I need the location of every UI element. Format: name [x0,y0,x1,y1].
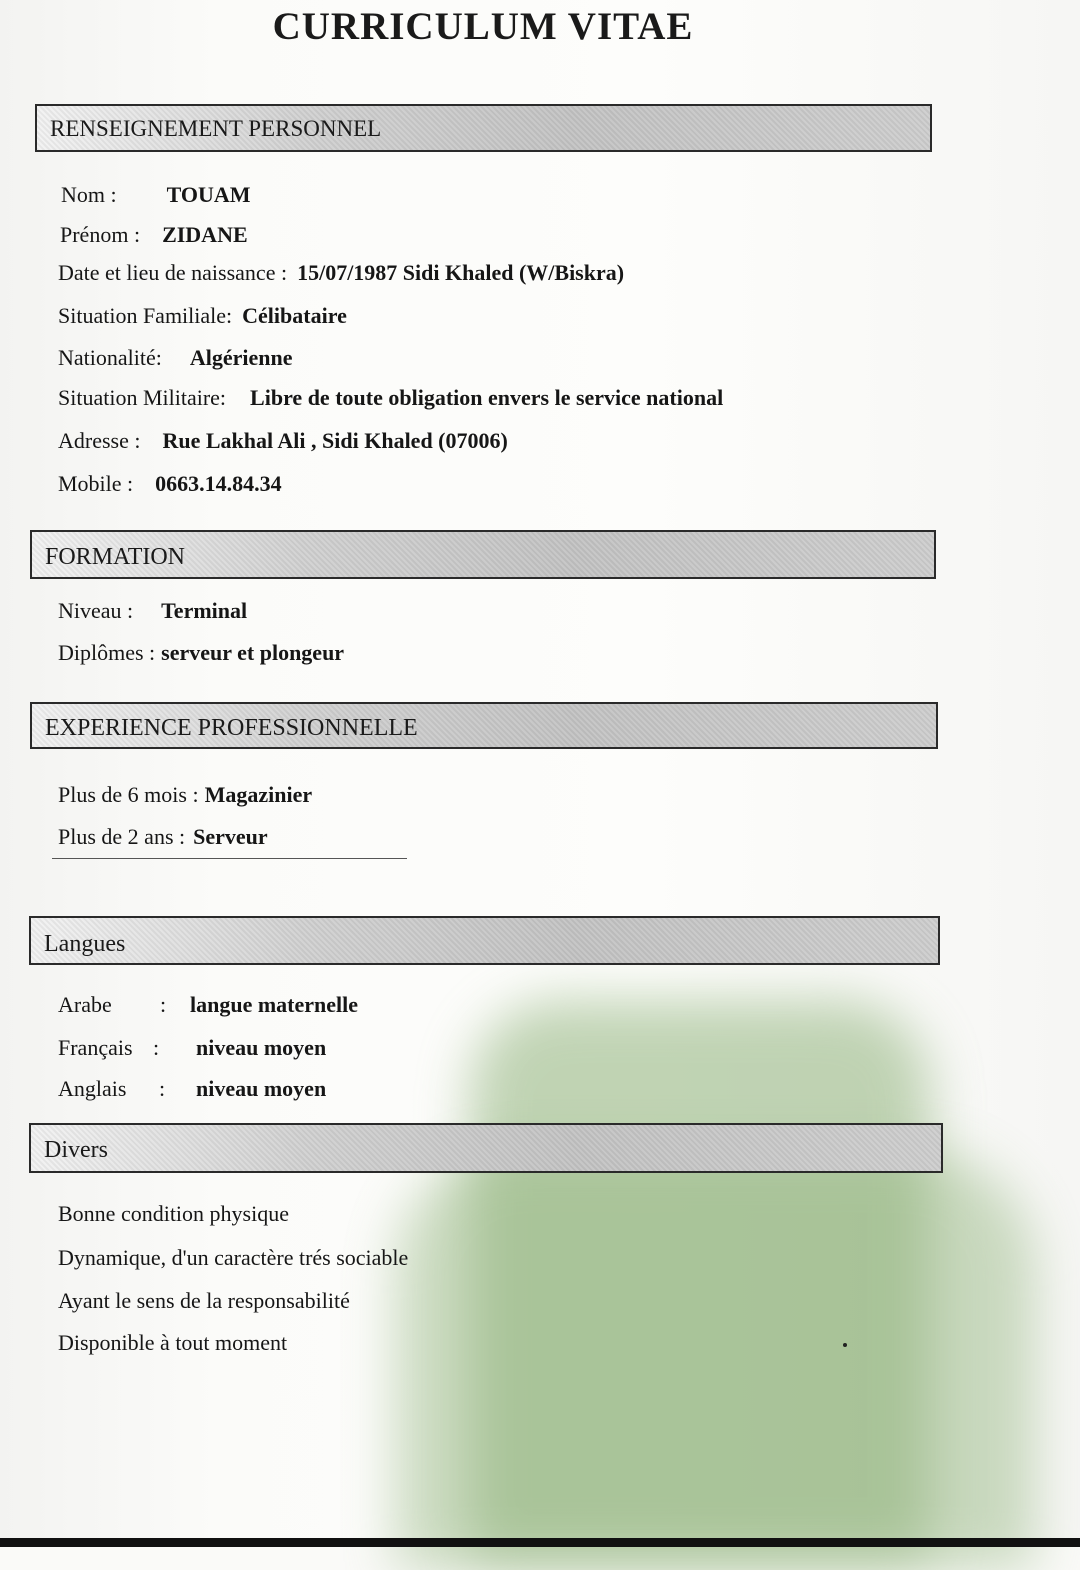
language-level: langue maternelle [190,992,359,1017]
field-value: Rue Lakhal Ali , Sidi Khaled (07006) [162,428,508,453]
field-value: Algérienne [189,345,293,370]
section-title: FORMATION [45,544,186,570]
field-value: serveur et plongeur [161,640,345,665]
divers-item: Bonne condition physique [58,1201,289,1226]
field-value: TOUAM [166,182,251,207]
divers-item: Dynamique, d'un caractère trés sociable [58,1245,409,1270]
section-header-langues [29,916,940,965]
experience-item [58,824,268,850]
field-prenom [60,222,248,248]
divers-item: Ayant le sens de la responsabilité [58,1288,350,1313]
field-value: Terminal [161,598,248,623]
separator: : [160,992,167,1017]
field-value: ZIDANE [162,222,248,247]
language-name: Français [58,1035,133,1060]
field-diplomes [58,640,344,666]
field-situation-militaire [58,385,723,411]
section-header-experience [30,702,938,749]
language-name: Anglais [58,1076,127,1101]
field-nom [61,182,251,208]
ink-dot [843,1343,847,1347]
language-item [58,1035,326,1061]
item-label: Plus de 6 mois : [58,782,199,807]
photo-shadow [470,1000,930,1560]
section-title: Divers [44,1137,108,1163]
item-value: Serveur [193,824,268,849]
language-level: niveau moyen [196,1035,327,1060]
item-label: Plus de 2 ans : [58,824,186,849]
field-nationalite [58,345,293,371]
divider-line [52,858,407,859]
field-niveau [58,598,247,624]
field-label: Adresse : [58,428,141,453]
section-title: EXPERIENCE PROFESSIONNELLE [45,715,418,741]
document-title: CURRICULUM VITAE [272,5,694,48]
section-header-formation [30,530,936,579]
field-value: 0663.14.84.34 [155,471,282,496]
language-name: Arabe [58,992,112,1017]
field-adresse [58,428,508,454]
field-mobile [58,471,282,497]
photo-shadow [395,1150,1035,1570]
divers-item: Disponible à tout moment [58,1330,288,1355]
field-label: Mobile : [58,471,134,496]
field-label: Nom : [61,182,117,207]
experience-item [58,782,312,808]
language-item [58,992,358,1018]
field-situation-familiale [58,303,347,329]
section-title: RENSEIGNEMENT PERSONNEL [50,116,382,141]
field-value: 15/07/1987 Sidi Khaled (W/Biskra) [297,260,625,285]
field-label: Prénom : [60,222,141,247]
separator: : [153,1035,160,1060]
field-label: Date et lieu de naissance : [58,260,288,285]
language-item [58,1076,326,1102]
field-label: Niveau : [58,598,134,623]
section-title: Langues [44,931,126,957]
field-value: Célibataire [242,303,347,328]
item-value: Magazinier [204,782,313,807]
separator: : [159,1076,166,1101]
language-level: niveau moyen [196,1076,327,1101]
field-label: Diplômes : [58,640,156,665]
field-label: Situation Familiale: [58,303,233,328]
field-label: Nationalité: [58,345,162,370]
field-naissance [58,260,624,286]
bottom-edge [0,1538,1080,1547]
section-header-divers [29,1123,943,1173]
field-label: Situation Militaire: [58,385,227,410]
field-value: Libre de toute obligation envers le service national [250,385,724,410]
section-header-personal [35,104,932,152]
